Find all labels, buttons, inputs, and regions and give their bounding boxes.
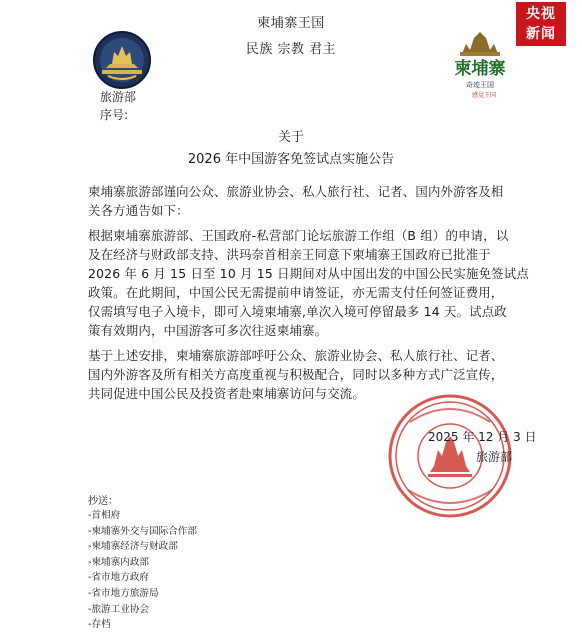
cambodia-tourism-logo <box>432 30 528 102</box>
serial-number-label: 序号: <box>100 108 129 122</box>
ministry-name: 旅游部 <box>100 90 137 104</box>
tourism-logo-tagline: 感觉王国 <box>471 92 497 99</box>
cc-item: -省市地方旅游局 <box>88 587 159 599</box>
text-line: 仅需填写电子入境卡，即可入境柬埔寨,单次入境可停留最多 14 天。试点政 <box>88 304 507 319</box>
cc-item: -柬埔寨经济与财政部 <box>88 541 178 553</box>
logo-line-1: 央视 <box>526 6 556 22</box>
text-line: 国内外游客及所有相关方高度重视与积极配合，同时以多种方式广泛宣传， <box>88 367 504 382</box>
temple-icon <box>460 32 500 56</box>
text-line: 关各方通告如下： <box>88 203 189 218</box>
text-line: 根据柬埔寨旅游部、王国政府-私营部门论坛旅游工作组（B 组）的申请，以 <box>88 228 509 243</box>
cc-item: -首相府 <box>88 510 121 521</box>
signature-org: 旅游部 <box>476 450 513 464</box>
title-line-1: 关于 <box>277 130 304 145</box>
text-line: 基于上述安排，柬埔寨旅游部呼吁公众、旅游业协会、私人旅行社、记者、 <box>88 348 504 363</box>
intro-paragraph <box>88 182 528 220</box>
signature-date: 2025 年 12 月 3 日 <box>428 430 537 444</box>
text-line: 共同促进中国公民及投资者赴柬埔寨访问与交流。 <box>88 386 365 401</box>
cc-item: -省市地方政府 <box>88 572 150 584</box>
tourism-logo-subtitle: 奇迹王国 <box>466 81 494 89</box>
text-line: 策有效期内，中国游客可多次往返柬埔寨。 <box>88 323 328 338</box>
ministry-emblem-icon <box>92 30 152 90</box>
text-line: 政策。在此期间，中国公民无需提前申请签证，亦无需支付任何签证费用， <box>88 285 504 300</box>
cc-item: -柬埔寨内政部 <box>88 556 150 568</box>
cc-label: 抄送： <box>88 496 118 507</box>
text-line: 2026 年 6 月 15 日至 10 月 15 日期间对从中国出发的中国公民实施免签试点 <box>88 266 529 281</box>
tourism-logo-text: 柬埔寨 <box>454 59 506 79</box>
national-motto: 民族 宗教 君主 <box>245 42 337 57</box>
cc-item: -旅游工业协会 <box>88 603 150 615</box>
cc-list <box>88 508 197 633</box>
kingdom-heading: 柬埔寨王国 <box>257 16 325 31</box>
text-line: 柬埔寨旅游部谨向公众、旅游业协会、私人旅行社、记者、国内外游客及相 <box>88 184 504 199</box>
text-line: 及在经济与财政部支持、洪玛奈首相亲王同意下柬埔寨王国政府已批准于 <box>88 247 491 262</box>
logo-line-2: 新闻 <box>526 26 556 42</box>
cc-item: -存档 <box>88 619 111 631</box>
cc-item: -柬埔寨外交与国际合作部 <box>88 525 197 537</box>
title-line-2: 2026 年中国游客免签试点实施公告 <box>187 152 395 167</box>
main-paragraph <box>88 226 528 340</box>
